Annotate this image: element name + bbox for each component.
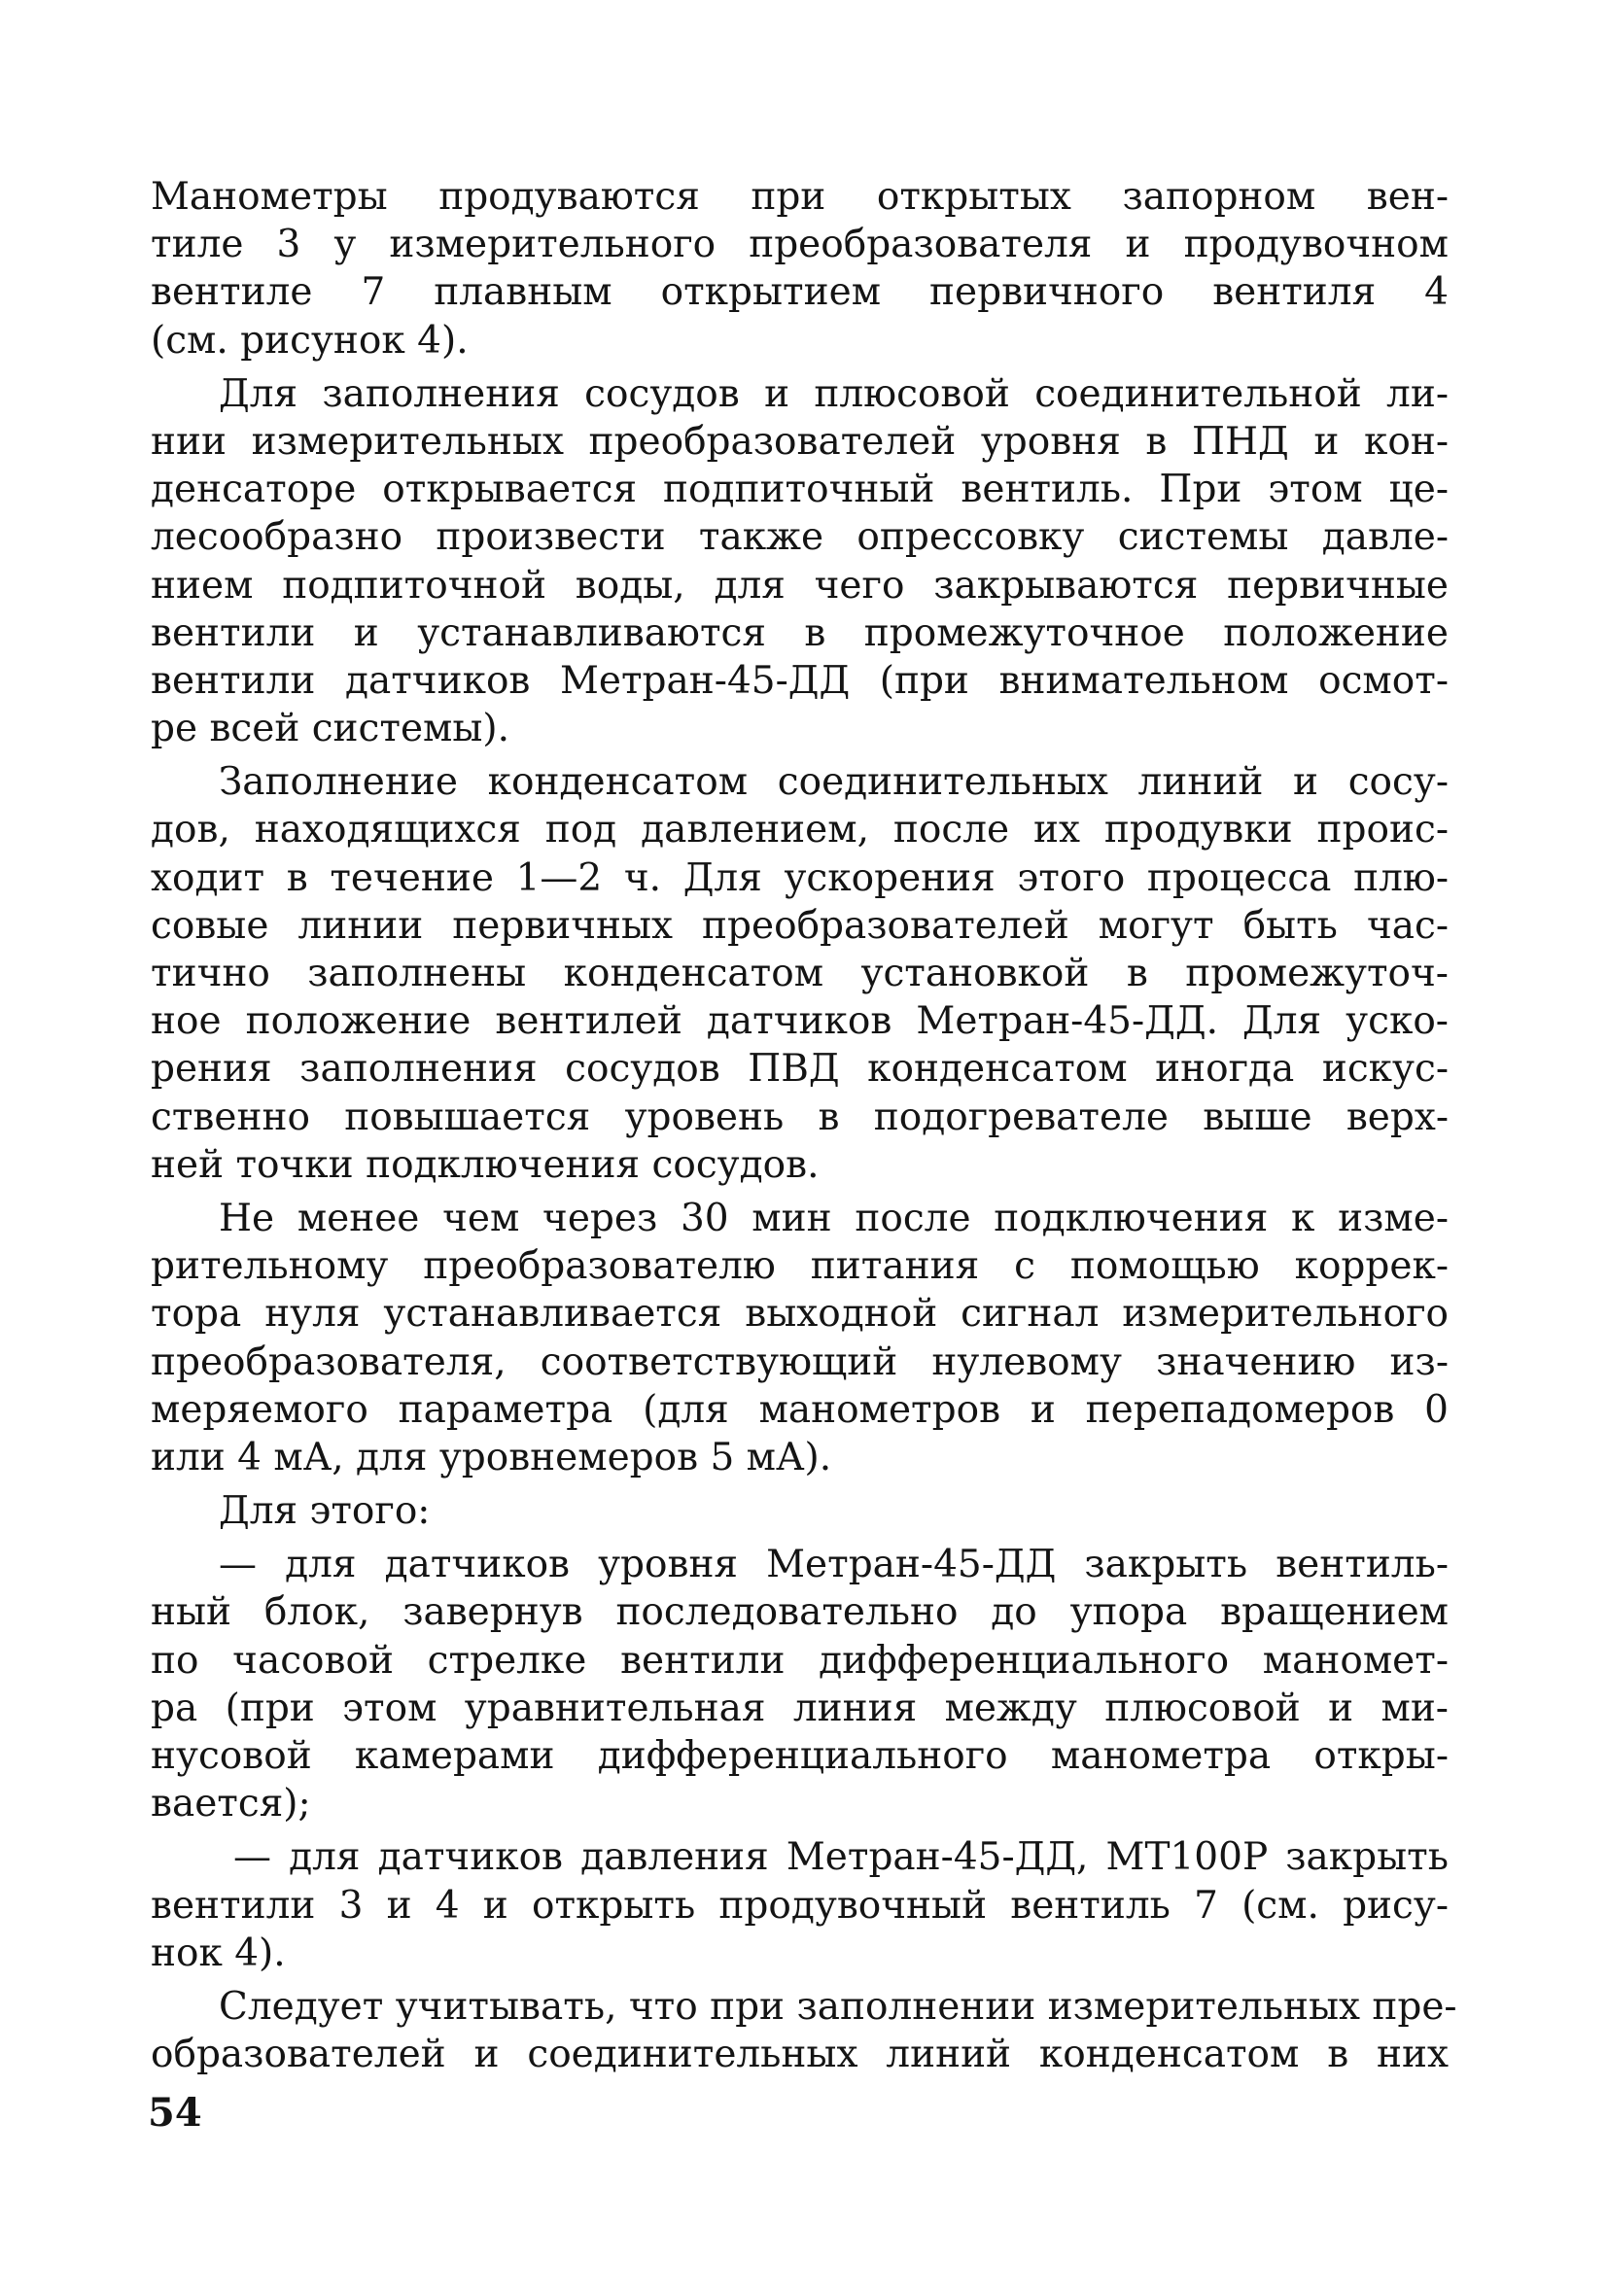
text-line: совые линии первичных преобразователей могут быть час- xyxy=(151,903,1449,948)
list-item-line: нок 4). xyxy=(151,1931,286,1975)
text-line: рительному преобразователю питания с помощью коррек- xyxy=(151,1244,1449,1289)
text-line: ней точки подключения сосудов. xyxy=(151,1142,820,1187)
page-number: 54 xyxy=(148,2090,202,2136)
list-item-line: вается); xyxy=(151,1782,311,1826)
list-item-line: нусовой камерами дифференциального манометра откры- xyxy=(151,1734,1449,1778)
text-line: меряемого параметра (для манометров и перепадомеров 0 xyxy=(151,1387,1449,1432)
text-line: дов, находящихся под давлением, после их продувки проис- xyxy=(151,808,1449,852)
text-line: вентиле 7 плавным открытием первичного вентиля 4 xyxy=(151,270,1449,315)
text-line: вентили датчиков Метран-45-ДД (при внимательном осмот- xyxy=(151,658,1449,703)
text-line: нии измерительных преобразователей уровня в ПНД и кон- xyxy=(151,419,1449,464)
list-item-line: ра (при этом уравнительная линия между плюсовой и ми- xyxy=(151,1686,1449,1730)
text-line: ре всей системы). xyxy=(151,707,510,751)
text-line: Для этого: xyxy=(219,1489,431,1534)
list-item-line: — для датчиков уровня Метран-45-ДД закрыть вентиль- xyxy=(219,1543,1449,1587)
text-line: преобразователя, соответствующий нулевому значению из- xyxy=(151,1339,1449,1384)
text-line: тично заполнены конденсатом установкой в промежуточ- xyxy=(151,952,1449,995)
list-item-line: вентили 3 и 4 и открыть продувочный вентиль 7 (см. рису- xyxy=(151,1883,1449,1928)
list-item-line: по часовой стрелке вентили дифференциального маномет- xyxy=(151,1638,1449,1683)
text-line: вентили и устанавливаются в промежуточное положение xyxy=(151,610,1449,655)
text-line: ственно повышается уровень в подогревателе выше верх- xyxy=(151,1095,1449,1139)
text-line: Заполнение конденсатом соединительных линий и сосу- xyxy=(219,760,1449,805)
body-text xyxy=(151,173,1457,2078)
text-line: или 4 мА, для уровнемеров 5 мА). xyxy=(151,1435,832,1479)
text-line: тора нуля устанавливается выходной сигнал измерительного xyxy=(151,1292,1449,1337)
text-line: тиле 3 у измерительного преобразователя и продувочном xyxy=(151,223,1449,267)
text-line: (см. рисунок 4). xyxy=(151,318,469,363)
text-line: рения заполнения сосудов ПВД конденсатом иногда искус- xyxy=(151,1047,1449,1092)
text-line: образователей и соединительных линий конденсатом в них xyxy=(151,2033,1449,2077)
text-line: Манометры продуваются при открытых запорном вен- xyxy=(151,175,1449,219)
text-line: ходит в течение 1—2 ч. Для ускорения этого процесса плю- xyxy=(151,855,1449,900)
list-item-line: ный блок, завернув последовательно до упора вращением xyxy=(151,1590,1449,1635)
text-line: Не менее чем через 30 мин после подключения к изме- xyxy=(219,1196,1449,1240)
list-item-line: — для датчиков давления Метран-45-ДД, МТ100Р закрыть xyxy=(233,1835,1449,1880)
text-line: денсаторе открывается подпиточный вентиль. При этом це- xyxy=(151,468,1449,512)
text-line: ное положение вентилей датчиков Метран-45-ДД. Для уско- xyxy=(151,999,1449,1044)
text-line: лесообразно произвести также опрессовку системы давле- xyxy=(151,515,1449,560)
text-line: Для заполнения сосудов и плюсовой соединительной ли- xyxy=(219,371,1449,416)
text-line: нием подпиточной воды, для чего закрываются первичные xyxy=(151,563,1449,608)
text-line: Следует учитывать, что при заполнении измерительных пре- xyxy=(219,1984,1457,2029)
